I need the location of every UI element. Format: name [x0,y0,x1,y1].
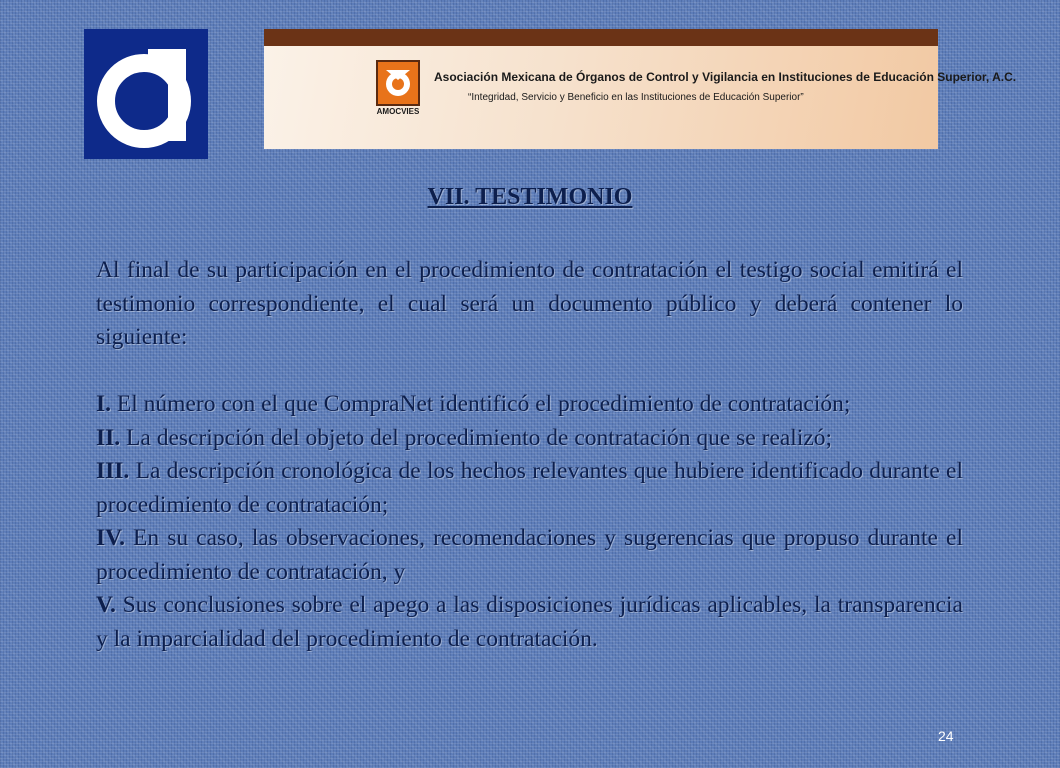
amocvies-emblem-icon [376,60,420,106]
list-item [96,388,963,422]
slide-body [96,254,963,656]
page-number: 24 [938,728,954,744]
list-item [96,522,963,589]
item-text: La descripción del objeto del procedimiento de contratación que se realizó; [120,424,833,451]
item-numeral: V. [96,592,116,618]
emblem-label: AMOCVIES [376,107,420,116]
item-numeral: I. [96,391,112,417]
item-text: Sus conclusiones sobre el apego a las disposiciones jurídicas aplicables, la transparencia y la imparcialidad del procedimiento de contratación. [96,592,963,652]
item-numeral: IV. [96,525,125,551]
banner-top-bar [264,29,938,46]
list-item [96,455,963,522]
association-name: Asociación Mexicana de Órganos de Control y Vigilancia en Instituciones de Educación Superior, A.C. [434,70,1017,84]
amocvies-banner [264,29,1017,149]
institution-logo [84,29,208,159]
logo-a-icon [84,29,208,159]
list-item [96,589,963,656]
item-numeral: III. [96,458,130,484]
item-text: El número con el que CompraNet identificó el procedimiento de contratación; [111,391,851,417]
item-numeral: II. [96,424,121,451]
slide-title: VII. TESTIMONIO [427,184,633,210]
item-text: En su caso, las observaciones, recomendaciones y sugerencias que propuso durante el procedimiento de contratación, y [96,525,963,585]
list-item [96,422,963,456]
intro-paragraph: Al final de su participación en el procedimiento de contratación el testigo social emitirá el testimonio correspondiente, el cual será un documento público y deberá contener lo siguiente: [96,257,963,350]
association-motto: “Integridad, Servicio y Beneficio en las Instituciones de Educación Superior” [468,92,804,103]
item-text: La descripción cronológica de los hechos relevantes que hubiere identificado durante el procedimiento de contratación; [96,458,963,518]
